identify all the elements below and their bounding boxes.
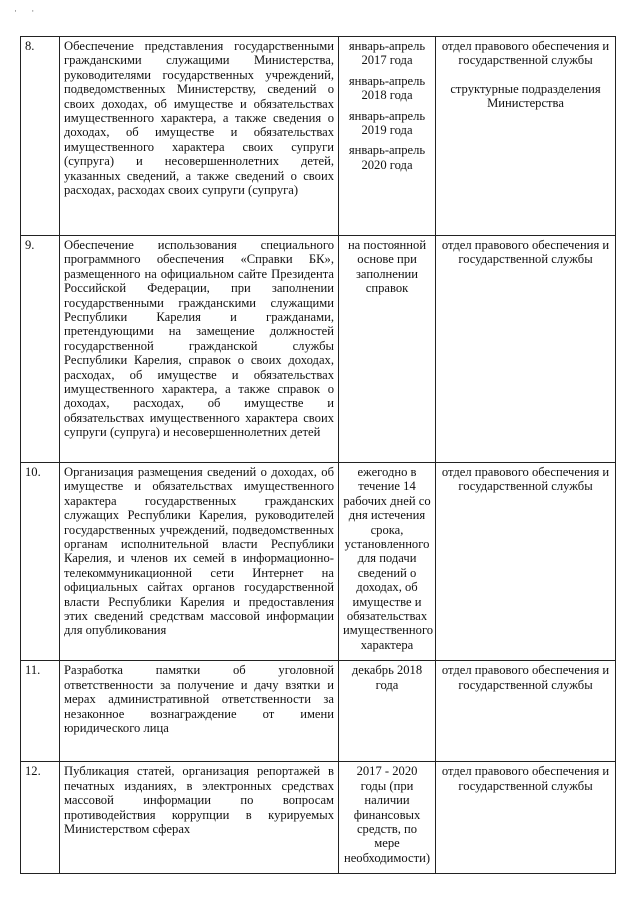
measures-table: [20, 36, 616, 874]
responsible-text: отдел правового обеспечения и государственной службы: [441, 764, 610, 793]
deadline-text: январь-апрель 2017 года: [348, 39, 426, 68]
row-number: 12.: [21, 762, 60, 874]
responsible-text: отдел правового обеспечения и государственной службы: [441, 663, 610, 692]
row-number: 8.: [21, 37, 60, 236]
measure-text: Обеспечение использования специального программного обеспечения «Справки БК», размещенного на официальном сайте Президента Российской Федерации, при заполнении государственными гражданскими служащими Республики Карелия и гражданами, претендующими на замещение должностей государственной гражданской службы Республики Карелия, справок о своих доходах, расходах, об имуществе и обязательствах имущественного характера, а также справок о доходах, расходах, об имуществе и обязательствах имущественного характера своих супруги (супруга) и несовершеннолетних детей: [60, 236, 339, 463]
deadline-cell: [339, 463, 436, 661]
responsible-cell: [436, 762, 616, 874]
table-row: [21, 236, 616, 463]
deadline-text: на постоянной основе при заполнении справок: [347, 238, 427, 296]
deadline-cell: [339, 37, 436, 236]
table-row: [21, 463, 616, 661]
row-number: 10.: [21, 463, 60, 661]
scan-marks: · ·: [14, 6, 41, 16]
table-row: [21, 762, 616, 874]
deadline-text: 2017 - 2020 годы (при наличии финансовых средств, по мере необходимости): [343, 764, 431, 865]
measure-text: Организация размещения сведений о доходах, об имуществе и обязательствах имущественного характера государственных гражданских служащих Республики Карелия, руководителей государственных учреждений, подведомственных органам исполнительной власти Республики Карелия, и членов их семей в информационно-телекоммуникационной сети Интернет на официальных сайтах органов государственной власти Республики Карелия и предоставления этих сведений средствам массовой информации для опубликования: [60, 463, 339, 661]
table-row: [21, 37, 616, 236]
responsible-cell: [436, 661, 616, 762]
row-number: 9.: [21, 236, 60, 463]
responsible-cell: [436, 463, 616, 661]
measure-text: Обеспечение представления государственными гражданскими служащими Министерства, руководителями государственных учреждений, подведомственных Министерству, сведений о своих доходах, об имуществе и обязательствах имущественного характера, а также сведения о доходах, об имуществе и обязательствах имущественного характера своих супруги (супруга) и несовершеннолетних детей, указанных сведений, а также сведений о своих расходах, расходах своих супруги (супруга): [60, 37, 339, 236]
measure-text: Разработка памятки об уголовной ответственности за получение и дачу взятки и мерах административной ответственности за незаконное вознаграждение от имени юридического лица: [60, 661, 339, 762]
responsible-text: отдел правового обеспечения и государственной службы: [441, 39, 610, 68]
responsible-cell: [436, 236, 616, 463]
table-row: [21, 661, 616, 762]
deadline-text: декабрь 2018 года: [351, 663, 423, 692]
deadline-cell: [339, 762, 436, 874]
responsible-cell: [436, 37, 616, 236]
deadline-text: ежегодно в течение 14 рабочих дней со дня истечения срока, установленного для подачи сведений о доходах, об имуществе и обязательствах имущественного характера: [343, 465, 434, 652]
responsible-text: отдел правового обеспечения и государственной службы: [441, 238, 610, 267]
row-number: 11.: [21, 661, 60, 762]
measure-text: Публикация статей, организация репортажей в печатных изданиях, в электронных средствах массовой информации по вопросам противодействия коррупции в курируемых Министерством сферах: [60, 762, 339, 874]
deadline-text: январь-апрель 2020 года: [348, 143, 426, 172]
responsible-text: структурные подразделения Министерства: [450, 81, 601, 111]
deadline-cell: [339, 661, 436, 762]
responsible-text: отдел правового обеспечения и государственной службы: [441, 465, 610, 494]
deadline-text: январь-апрель 2018 года: [348, 73, 426, 103]
deadline-text: январь-апрель 2019 года: [348, 108, 426, 138]
deadline-cell: [339, 236, 436, 463]
